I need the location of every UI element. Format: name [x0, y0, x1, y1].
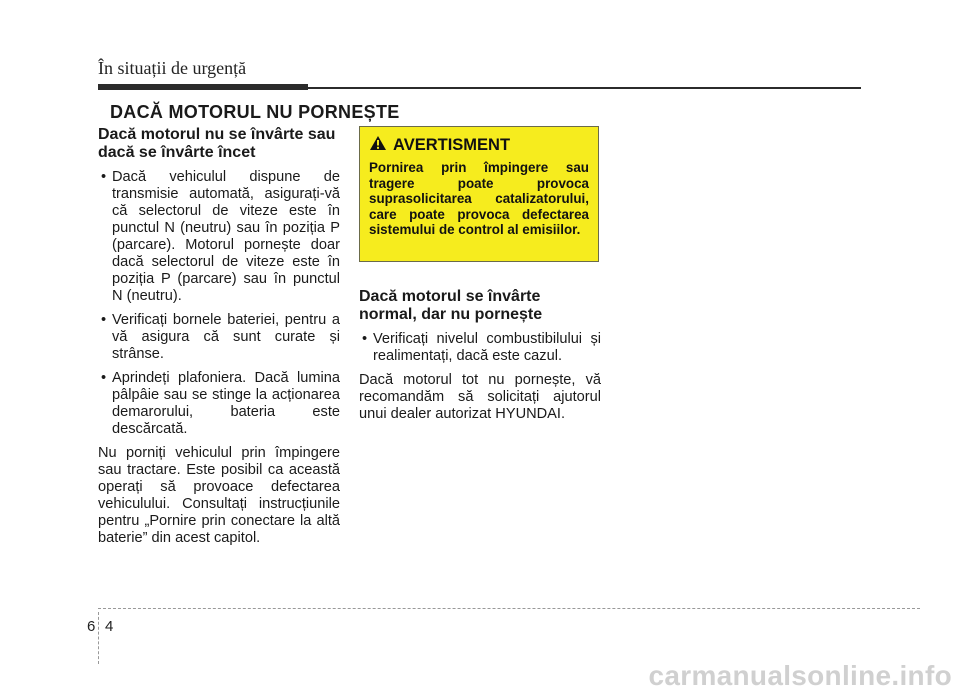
chapter-number: 6 [87, 618, 96, 635]
section-title: DACĂ MOTORUL NU PORNEȘTE [110, 102, 400, 122]
right-column [359, 288, 601, 423]
right-paragraph: Dacă motorul tot nu pornește, vă recomandăm să solicitați ajutorul unui dealer autorizat HYUNDAI. [359, 372, 601, 422]
page-number: 4 [105, 618, 114, 635]
warning-title: AVERTISMENT [393, 136, 511, 154]
warning-text: Pornirea prin împingere sau tragere poate provoca suprasolicitarea catalizatorului, care poate provoca defectarea sistemului de control al emisiilor. [369, 160, 589, 237]
right-bullet-list [359, 331, 601, 365]
footer-divider [98, 608, 920, 609]
header-rule-thin [98, 87, 861, 89]
left-paragraph: Nu porniți vehiculul prin împingere sau tractare. Este posibil ca această operați să provoace defectarea vehiculului. Consultați instrucțiunile pentru „Pornire prin conectare la altă baterie” din acest capitol. [98, 445, 340, 546]
list-item: • Dacă vehiculul dispune de transmisie automată, asigurați-vă că selectorul de viteze este în punctul N (neutru) sau în poziția P (parcare). Motorul pornește doar dacă selectorul de viteze este în poziția P (parcare) sau în punctul N (neutru). [98, 169, 340, 305]
left-bullet-list [98, 169, 340, 438]
list-item: • Aprindeți plafoniera. Dacă lumina pâlpâie sau se stinge la acționarea demarorului, bateria este descărcată. [98, 370, 340, 438]
warning-triangle-icon [369, 135, 387, 156]
warning-box [359, 126, 599, 262]
warning-header [369, 135, 589, 156]
page-number-divider [98, 612, 99, 664]
chapter-title: În situații de urgență [98, 58, 247, 78]
watermark: carmanualsonline.info [648, 660, 952, 691]
list-item: • Verificați bornele bateriei, pentru a vă asigura că sunt curate și strânse. [98, 312, 340, 363]
left-column-heading: Dacă motorul nu se învârte sau dacă se învârte încet [98, 126, 336, 161]
right-column-heading: Dacă motorul se învârte normal, dar nu pornește [359, 288, 543, 323]
left-column [98, 126, 340, 547]
list-item: • Verificați nivelul combustibilului și realimentați, dacă este cazul. [359, 331, 601, 365]
